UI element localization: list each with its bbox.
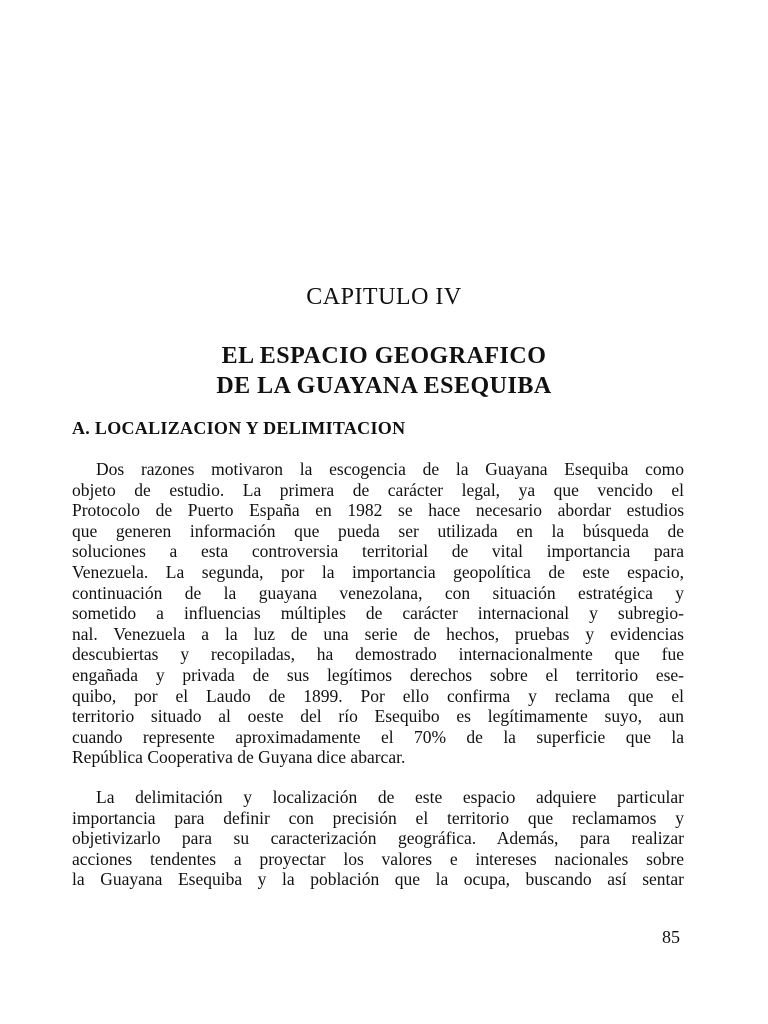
text-line: quibo, por el Laudo de 1899. Por ello confirma y reclama que el xyxy=(72,685,684,706)
paragraph-2 xyxy=(72,787,684,890)
text-line: objeto de estudio. La primera de carácter legal, ya que vencido el xyxy=(72,479,684,500)
chapter-title-line: EL ESPACIO GEOGRAFICO xyxy=(221,343,547,369)
text-line: República Cooperativa de Guyana dice abarcar. xyxy=(72,747,406,768)
page-number: 85 xyxy=(662,927,680,947)
text-line: Venezuela. La segunda, por la importancia geopolítica de este espacio, xyxy=(72,561,684,582)
chapter-title-line: DE LA GUAYANA ESEQUIBA xyxy=(216,373,552,399)
text-line: objetivizarlo para su caracterización geográfica. Además, para realizar xyxy=(72,828,684,849)
text-line: La delimitación y localización de este espacio adquiere particular xyxy=(96,787,684,807)
text-line: la Guayana Esequiba y la población que la ocupa, buscando así sentar xyxy=(72,869,684,890)
text-line: soluciones a esta controversia territorial de vital importancia para xyxy=(72,541,684,562)
text-line: nal. Venezuela a la luz de una serie de hechos, pruebas y evidencias xyxy=(72,623,684,644)
text-line: cuando represente aproximadamente el 70% de la superficie que la xyxy=(72,726,684,747)
chapter-title xyxy=(0,341,768,401)
text-line: continuación de la guayana venezolana, con situación estratégica y xyxy=(72,582,684,603)
chapter-label: CAPITULO IV xyxy=(306,284,462,310)
text-line: descubiertas y recopiladas, ha demostrado internacionalmente que fue xyxy=(72,644,684,665)
section-heading: A. LOCALIZACION Y DELIMITACION xyxy=(72,418,406,438)
text-line: territorio situado al oeste del río Esequibo es legítimamente suyo, aun xyxy=(72,706,684,727)
text-line: acciones tendentes a proyectar los valores e intereses nacionales sobre xyxy=(72,848,684,869)
text-line: sometido a influencias múltiples de carácter internacional y subregio- xyxy=(72,603,684,624)
text-line: engañada y privada de sus legítimos derechos sobre el territorio ese- xyxy=(72,664,684,685)
text-line: Dos razones motivaron la escogencia de la Guayana Esequiba como xyxy=(96,459,684,479)
text-line: importancia para definir con precisión el territorio que reclamamos y xyxy=(72,807,684,828)
text-line: que generen información que pueda ser utilizada en la búsqueda de xyxy=(72,520,684,541)
paragraph-1 xyxy=(72,459,684,768)
text-line: Protocolo de Puerto España en 1982 se hace necesario abordar estudios xyxy=(72,500,684,521)
